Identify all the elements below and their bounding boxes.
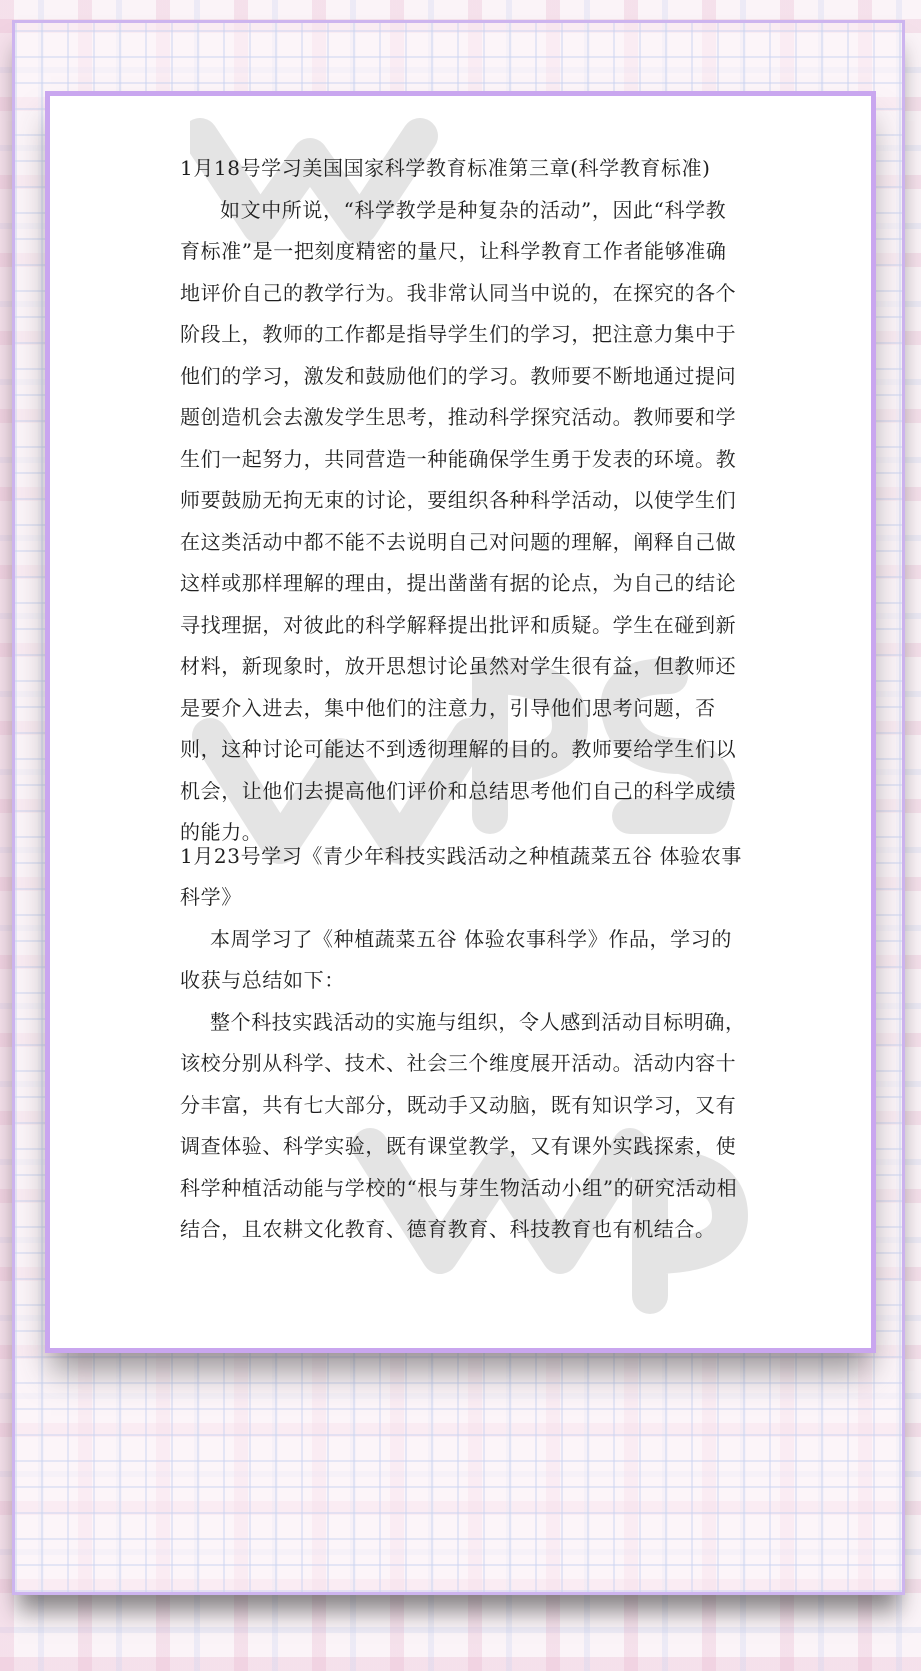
- paragraph-activity-review: 整个科技实践活动的实施与组织，令人感到活动目标明确，该校分别从科学、技术、社会三个维度展开活动。活动内容十分丰富，共有七大部分，既动手又动脑，既有知识学习，又有调查体验、科学实验，既有课堂教学，又有课外实践探索，使科学种植活动能与学校的“根与芽生物活动小组”的研究活动相结合，且农耕文化教育、德育教育、科技教育也有机结合。: [180, 1009, 746, 1241]
- paragraph-study-summary: 本周学习了《种植蔬菜五谷 体验农事科学》作品，学习的收获与总结如下：: [180, 926, 732, 992]
- document-page: [45, 91, 876, 1353]
- document-body: [180, 148, 746, 1251]
- heading-jan-23: 1月23号学习《青少年科技实践活动之种植蔬菜五谷 体验农事科学》: [180, 843, 742, 909]
- heading-jan-18: 1月18号学习美国国家科学教育标准第三章(科学教育标准): [180, 156, 711, 180]
- paragraph-science-standards: 如文中所说，“科学教学是种复杂的活动”，因此“科学教育标准”是一把刻度精密的量尺，让科学教育工作者能够准确地评价自己的教学行为。我非常认同当中说的，在探究的各个阶段上，教师的工作都是指导学生们的学习，把注意力集中于他们的学习，激发和鼓励他们的学习。教师要不断地通过提问题创造机会去激发学生思考，推动科学探究活动。教师要和学生们一起努力，共同营造一种能确保学生勇于发表的环境。教师要鼓励无拘无束的讨论，要组织各种科学活动，以使学生们在这类活动中都不能不去说明自己对问题的理解，阐释自己做这样或那样理解的理由，提出凿凿有据的论点，为自己的结论寻找理据，对彼此的科学解释提出批评和质疑。学生在碰到新材料，新现象时，放开思想讨论虽然对学生很有益，但教师还是要介入进去，集中他们的注意力，引导他们思考问题，否则，这种讨论可能达不到透彻理解的目的。教师要给学生们以机会，让他们去提高他们评价和总结思考他们自己的科学成绩的能力。: [180, 197, 737, 844]
